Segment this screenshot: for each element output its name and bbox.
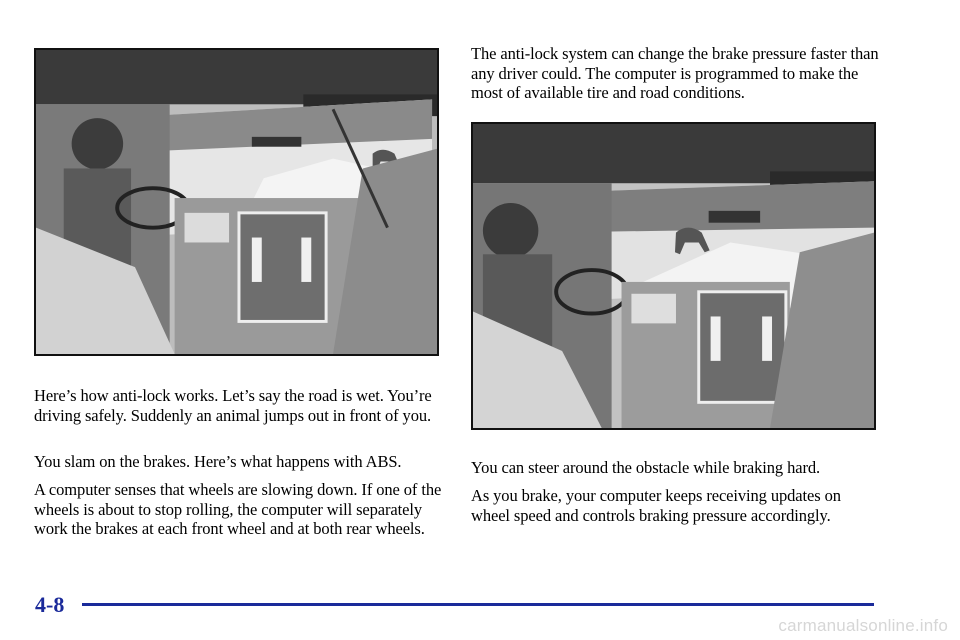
paragraph-antilock-system: The anti‑lock system can change the brake pressure faster than any driver could. The computer is programmed to make the most of available tire and road conditions. [471,44,879,102]
page-number: 4-8 [35,592,65,617]
paragraph-computer-updates: As you brake, your computer keeps receiving updates on wheel speed and controls braking pressure accordingly. [471,486,841,525]
driver-illustration-left [34,48,439,356]
cockpit-sketch-left [36,50,437,354]
paragraph-wet-road: Here’s how anti‑lock works. Let’s say the road is wet. You’re driving safely. Suddenly an animal jumps out in front of you. [34,386,432,425]
paragraph-computer-senses: A computer senses that wheels are slowing down. If one of the wheels is about to stop rolling, the computer will separately work the brakes at each front wheel and at both rear wheels. [34,480,442,538]
paragraph-slam-brakes: You slam on the brakes. Here’s what happens with ABS. [34,452,402,471]
cockpit-sketch-right [473,124,874,428]
footer-rule [82,603,874,606]
driver-illustration-right [471,122,876,430]
watermark-text: carmanualsonline.info [778,616,948,635]
paragraph-steer-around: You can steer around the obstacle while braking hard. [471,458,821,477]
